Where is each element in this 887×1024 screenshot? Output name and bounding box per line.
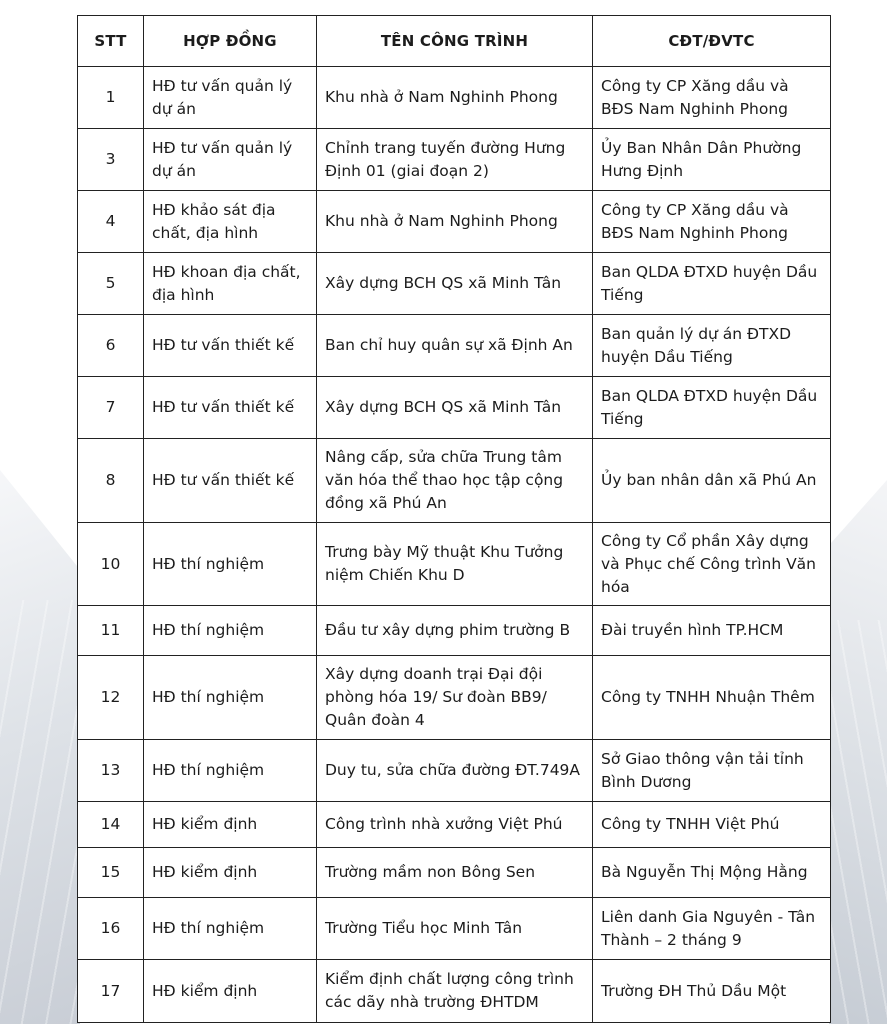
- cell-stt: 4: [78, 191, 144, 253]
- cell-ten-cong-trinh: Xây dựng BCH QS xã Minh Tân: [317, 377, 593, 439]
- cell-cdt-dvtc: Bà Nguyễn Thị Mộng Hằng: [593, 848, 831, 898]
- table-row: [78, 802, 831, 848]
- cell-cdt-dvtc: Ủy Ban Nhân Dân Phường Hưng Định: [593, 129, 831, 191]
- cell-hop-dong: HĐ thí nghiệm: [144, 523, 317, 606]
- contracts-table: [77, 15, 831, 1023]
- table-row: [78, 191, 831, 253]
- table-row: [78, 606, 831, 656]
- header-hop-dong: HỢP ĐỒNG: [144, 16, 317, 67]
- cell-cdt-dvtc: Ban QLDA ĐTXD huyện Dầu Tiếng: [593, 253, 831, 315]
- cell-stt: 17: [78, 960, 144, 1023]
- cell-hop-dong: HĐ kiểm định: [144, 960, 317, 1023]
- cell-stt: 10: [78, 523, 144, 606]
- cell-hop-dong: HĐ thí nghiệm: [144, 898, 317, 960]
- cell-cdt-dvtc: Công ty TNHH Việt Phú: [593, 802, 831, 848]
- cell-hop-dong: HĐ tư vấn thiết kế: [144, 315, 317, 377]
- cell-ten-cong-trinh: Nâng cấp, sửa chữa Trung tâm văn hóa thể thao học tập cộng đồng xã Phú An: [317, 439, 593, 523]
- cell-ten-cong-trinh: Trường Tiểu học Minh Tân: [317, 898, 593, 960]
- cell-cdt-dvtc: Ủy ban nhân dân xã Phú An: [593, 439, 831, 523]
- cell-ten-cong-trinh: Xây dựng BCH QS xã Minh Tân: [317, 253, 593, 315]
- table-row: [78, 67, 831, 129]
- cell-ten-cong-trinh: Chỉnh trang tuyến đường Hưng Định 01 (giai đoạn 2): [317, 129, 593, 191]
- table-row: [78, 898, 831, 960]
- table-row: [78, 848, 831, 898]
- cell-cdt-dvtc: Đài truyền hình TP.HCM: [593, 606, 831, 656]
- cell-stt: 15: [78, 848, 144, 898]
- cell-hop-dong: HĐ tư vấn thiết kế: [144, 377, 317, 439]
- cell-stt: 5: [78, 253, 144, 315]
- cell-cdt-dvtc: Liên danh Gia Nguyên - Tân Thành – 2 tháng 9: [593, 898, 831, 960]
- cell-hop-dong: HĐ khoan địa chất, địa hình: [144, 253, 317, 315]
- cell-hop-dong: HĐ thí nghiệm: [144, 606, 317, 656]
- table-row: [78, 960, 831, 1023]
- background-building-right-lines: [829, 620, 887, 1024]
- table-row: [78, 523, 831, 606]
- header-stt: STT: [78, 16, 144, 67]
- cell-stt: 13: [78, 740, 144, 802]
- cell-stt: 8: [78, 439, 144, 523]
- cell-hop-dong: HĐ tư vấn thiết kế: [144, 439, 317, 523]
- table-row: [78, 377, 831, 439]
- cell-ten-cong-trinh: Công trình nhà xưởng Việt Phú: [317, 802, 593, 848]
- table-row: [78, 315, 831, 377]
- cell-cdt-dvtc: Ban quản lý dự án ĐTXD huyện Dầu Tiếng: [593, 315, 831, 377]
- cell-cdt-dvtc: Công ty CP Xăng dầu và BĐS Nam Nghinh Phong: [593, 67, 831, 129]
- cell-stt: 16: [78, 898, 144, 960]
- cell-stt: 1: [78, 67, 144, 129]
- table-row: [78, 656, 831, 740]
- cell-stt: 3: [78, 129, 144, 191]
- cell-stt: 11: [78, 606, 144, 656]
- cell-hop-dong: HĐ tư vấn quản lý dự án: [144, 129, 317, 191]
- cell-ten-cong-trinh: Xây dựng doanh trại Đại đội phòng hóa 19/ Sư đoàn BB9/ Quân đoàn 4: [317, 656, 593, 740]
- cell-cdt-dvtc: Sở Giao thông vận tải tỉnh Bình Dương: [593, 740, 831, 802]
- cell-ten-cong-trinh: Đầu tư xây dựng phim trường B: [317, 606, 593, 656]
- cell-stt: 6: [78, 315, 144, 377]
- cell-stt: 12: [78, 656, 144, 740]
- cell-hop-dong: HĐ thí nghiệm: [144, 740, 317, 802]
- cell-ten-cong-trinh: Trường mầm non Bông Sen: [317, 848, 593, 898]
- cell-ten-cong-trinh: Kiểm định chất lượng công trình các dãy nhà trường ĐHTDM: [317, 960, 593, 1023]
- cell-cdt-dvtc: Công ty CP Xăng dầu và BĐS Nam Nghinh Phong: [593, 191, 831, 253]
- table-row: [78, 253, 831, 315]
- cell-cdt-dvtc: Trường ĐH Thủ Dầu Một: [593, 960, 831, 1023]
- cell-stt: 7: [78, 377, 144, 439]
- table-row: [78, 439, 831, 523]
- cell-hop-dong: HĐ khảo sát địa chất, địa hình: [144, 191, 317, 253]
- table-row: [78, 740, 831, 802]
- cell-cdt-dvtc: Công ty TNHH Nhuận Thêm: [593, 656, 831, 740]
- cell-hop-dong: HĐ kiểm định: [144, 848, 317, 898]
- cell-cdt-dvtc: Ban QLDA ĐTXD huyện Dầu Tiếng: [593, 377, 831, 439]
- cell-ten-cong-trinh: Duy tu, sửa chữa đường ĐT.749A: [317, 740, 593, 802]
- cell-ten-cong-trinh: Khu nhà ở Nam Nghinh Phong: [317, 191, 593, 253]
- table-header-row: [78, 16, 831, 67]
- table-row: [78, 129, 831, 191]
- cell-ten-cong-trinh: Khu nhà ở Nam Nghinh Phong: [317, 67, 593, 129]
- cell-ten-cong-trinh: Trưng bày Mỹ thuật Khu Tưởng niệm Chiến Khu D: [317, 523, 593, 606]
- header-cdt-dvtc: CĐT/ĐVTC: [593, 16, 831, 67]
- background-building-left-lines: [0, 600, 78, 1024]
- header-ten-cong-trinh: TÊN CÔNG TRÌNH: [317, 16, 593, 67]
- cell-hop-dong: HĐ thí nghiệm: [144, 656, 317, 740]
- cell-cdt-dvtc: Công ty Cổ phần Xây dựng và Phục chế Công trình Văn hóa: [593, 523, 831, 606]
- cell-hop-dong: HĐ kiểm định: [144, 802, 317, 848]
- cell-hop-dong: HĐ tư vấn quản lý dự án: [144, 67, 317, 129]
- cell-ten-cong-trinh: Ban chỉ huy quân sự xã Định An: [317, 315, 593, 377]
- cell-stt: 14: [78, 802, 144, 848]
